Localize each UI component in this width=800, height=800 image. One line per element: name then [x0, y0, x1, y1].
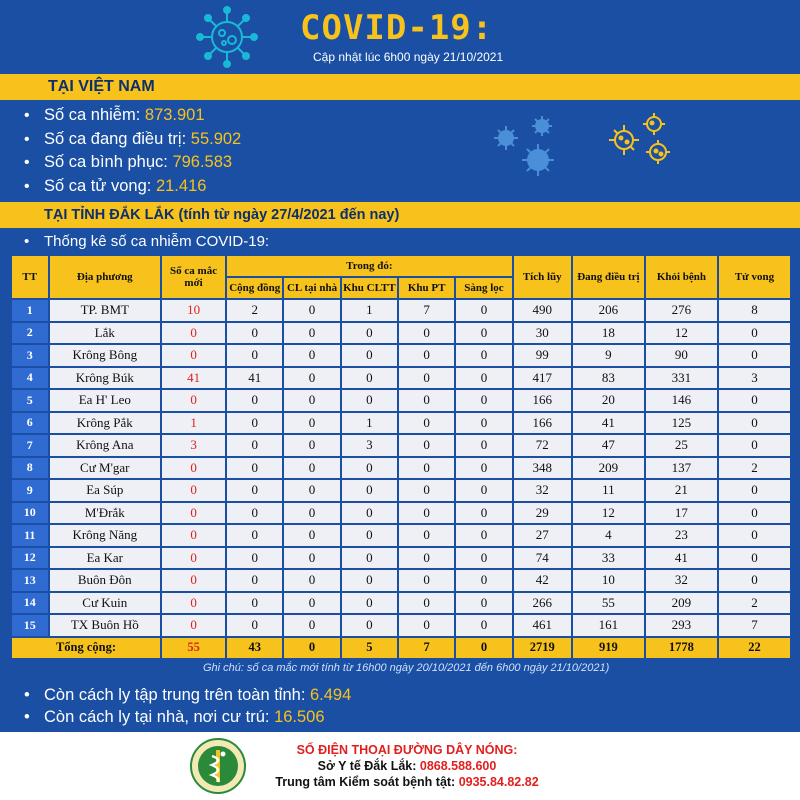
row-value: 0: [227, 390, 282, 411]
row-value: 0: [399, 323, 454, 344]
row-new-cases: 0: [162, 345, 225, 366]
row-value: 0: [719, 413, 790, 434]
row-value: 490: [514, 300, 571, 321]
row-new-cases: 0: [162, 480, 225, 501]
hotline-label: Trung tâm Kiểm soát bệnh tật:: [275, 775, 459, 789]
hotline-phone: 0935.84.82.82: [458, 775, 539, 789]
total-cell: 2719: [514, 638, 571, 659]
row-value: 0: [342, 503, 397, 524]
row-value: 0: [399, 480, 454, 501]
row-value: 17: [646, 503, 717, 524]
isolation-home: [24, 706, 351, 728]
row-place: Krông Bông: [50, 345, 160, 366]
row-value: 0: [719, 570, 790, 591]
row-value: 0: [342, 368, 397, 389]
hotline-line-2: [262, 774, 552, 790]
table-row: [12, 480, 790, 501]
row-value: 125: [646, 413, 717, 434]
row-value: 276: [646, 300, 717, 321]
row-value: 7: [399, 300, 454, 321]
row-value: 21: [646, 480, 717, 501]
row-value: 0: [284, 458, 339, 479]
row-value: 8: [719, 300, 790, 321]
total-cell: 0: [284, 638, 339, 659]
row-value: 0: [227, 525, 282, 546]
table-row: [12, 548, 790, 569]
row-new-cases: 0: [162, 615, 225, 636]
row-value: 12: [646, 323, 717, 344]
row-value: 0: [399, 615, 454, 636]
row-new-cases: 41: [162, 368, 225, 389]
total-cell: 5: [342, 638, 397, 659]
stat-label: Số ca nhiễm:: [44, 106, 145, 124]
isolation-value: 6.494: [310, 686, 352, 704]
row-index: 2: [12, 323, 48, 344]
row-index: 14: [12, 593, 48, 614]
header-place: Địa phương: [50, 256, 160, 298]
row-new-cases: 0: [162, 458, 225, 479]
row-value: 0: [284, 345, 339, 366]
row-value: 0: [719, 480, 790, 501]
table-row: [12, 458, 790, 479]
total-cell: 43: [227, 638, 282, 659]
total-label: Tổng cộng:: [12, 638, 160, 659]
row-index: 13: [12, 570, 48, 591]
row-value: 0: [227, 458, 282, 479]
row-value: 1: [342, 413, 397, 434]
row-value: 0: [284, 548, 339, 569]
row-value: 0: [456, 480, 511, 501]
row-value: 166: [514, 413, 571, 434]
row-value: 0: [719, 323, 790, 344]
row-value: 0: [284, 615, 339, 636]
health-department-logo-icon: [190, 738, 246, 794]
row-value: 42: [514, 570, 571, 591]
row-value: 461: [514, 615, 571, 636]
row-value: 0: [227, 548, 282, 569]
row-value: 0: [227, 570, 282, 591]
row-new-cases: 0: [162, 525, 225, 546]
row-value: 0: [456, 525, 511, 546]
row-value: 206: [573, 300, 644, 321]
row-value: 30: [514, 323, 571, 344]
row-value: 0: [399, 413, 454, 434]
row-place: Krông Pắk: [50, 413, 160, 434]
row-place: Cư Kuin: [50, 593, 160, 614]
row-value: 0: [284, 503, 339, 524]
header-recovered: Khỏi bệnh: [646, 256, 717, 298]
row-value: 1: [342, 300, 397, 321]
header-group: Trong đó:: [227, 256, 512, 276]
row-value: 209: [573, 458, 644, 479]
row-value: 10: [573, 570, 644, 591]
header-home-isolation: CL tại nhà: [284, 278, 339, 298]
row-value: 0: [227, 593, 282, 614]
row-value: 0: [284, 323, 339, 344]
row-value: 41: [646, 548, 717, 569]
header-screening: Sàng lọc: [456, 278, 511, 298]
stat-deaths: [24, 175, 241, 199]
row-index: 9: [12, 480, 48, 501]
row-value: 0: [399, 593, 454, 614]
hotline-phone: 0868.588.600: [419, 759, 497, 773]
header-quarantine: Khu CLTT: [342, 278, 397, 298]
stat-value: 55.902: [190, 129, 242, 148]
update-time: Cập nhật lúc 6h00 ngày 21/10/2021: [313, 50, 504, 64]
row-value: 2: [719, 593, 790, 614]
row-value: 3: [719, 368, 790, 389]
row-value: 0: [284, 480, 339, 501]
row-index: 5: [12, 390, 48, 411]
stat-value: 796.583: [172, 153, 233, 172]
vietnam-heading: TẠI VIỆT NAM: [0, 74, 800, 100]
row-value: 0: [284, 368, 339, 389]
row-value: 0: [719, 435, 790, 456]
row-place: M'Đrắk: [50, 503, 160, 524]
row-value: 0: [342, 593, 397, 614]
row-value: 161: [573, 615, 644, 636]
table-row: [12, 368, 790, 389]
table-row: [12, 525, 790, 546]
row-value: 0: [456, 435, 511, 456]
row-index: 12: [12, 548, 48, 569]
row-place: TX Buôn Hồ: [50, 615, 160, 636]
row-new-cases: 0: [162, 570, 225, 591]
row-value: 74: [514, 548, 571, 569]
header-treating: Đang điều trị: [573, 256, 644, 298]
province-heading: TẠI TỈNH ĐẮK LẮK (tính từ ngày 27/4/2021 đến nay): [0, 202, 800, 228]
row-value: 0: [342, 570, 397, 591]
row-value: 0: [399, 458, 454, 479]
table-row: [12, 413, 790, 434]
row-value: 0: [342, 390, 397, 411]
row-value: 0: [399, 548, 454, 569]
total-cell: 0: [456, 638, 511, 659]
row-value: 0: [399, 525, 454, 546]
row-value: 0: [227, 615, 282, 636]
row-value: 209: [646, 593, 717, 614]
row-value: 137: [646, 458, 717, 479]
row-place: Ea Súp: [50, 480, 160, 501]
row-value: 72: [514, 435, 571, 456]
table-row: [12, 345, 790, 366]
row-value: 166: [514, 390, 571, 411]
row-value: 3: [342, 435, 397, 456]
stat-label: Số ca bình phục:: [44, 153, 173, 172]
row-value: 0: [342, 345, 397, 366]
row-value: 0: [342, 525, 397, 546]
row-value: 0: [399, 435, 454, 456]
isolation-stats: [24, 684, 351, 728]
isolation-label: Còn cách ly tập trung trên toàn tỉnh:: [44, 686, 310, 704]
row-value: 0: [342, 615, 397, 636]
row-value: 0: [227, 503, 282, 524]
row-index: 7: [12, 435, 48, 456]
row-value: 0: [456, 345, 511, 366]
row-new-cases: 0: [162, 503, 225, 524]
row-new-cases: 1: [162, 413, 225, 434]
total-new: 55: [162, 638, 225, 659]
row-value: 0: [456, 548, 511, 569]
table-row: [12, 593, 790, 614]
stat-value: 873.901: [144, 106, 205, 124]
row-value: 41: [573, 413, 644, 434]
row-value: 0: [719, 503, 790, 524]
row-value: 83: [573, 368, 644, 389]
row-index: 10: [12, 503, 48, 524]
province-intro: [24, 233, 269, 250]
table-row: [12, 570, 790, 591]
hotline-title: SỐ ĐIỆN THOẠI ĐƯỜNG DÂY NÓNG:: [296, 743, 518, 757]
isolation-centralized: [24, 684, 351, 706]
row-value: 9: [573, 345, 644, 366]
total-cell: 22: [719, 638, 790, 659]
row-place: Ea H' Leo: [50, 390, 160, 411]
row-place: Krông Năng: [50, 525, 160, 546]
row-value: 41: [227, 368, 282, 389]
cases-table: [10, 254, 792, 660]
row-value: 417: [514, 368, 571, 389]
header-deaths: Tử vong: [719, 256, 790, 298]
table-note: Ghi chú: số ca mắc mới tính từ 16h00 ngày 20/10/2021 đến 6h00 ngày 21/10/2021): [203, 662, 610, 674]
hotline-footer: [0, 732, 800, 800]
row-value: 146: [646, 390, 717, 411]
row-value: 0: [719, 548, 790, 569]
row-place: TP. BMT: [50, 300, 160, 321]
row-value: 27: [514, 525, 571, 546]
row-value: 23: [646, 525, 717, 546]
row-value: 0: [456, 323, 511, 344]
row-value: 29: [514, 503, 571, 524]
hotline-label: Sở Y tế Đắk Lắk:: [317, 759, 420, 773]
row-value: 7: [719, 615, 790, 636]
row-value: 0: [399, 570, 454, 591]
row-value: 55: [573, 593, 644, 614]
row-value: 0: [719, 525, 790, 546]
row-index: 15: [12, 615, 48, 636]
virus-cluster-icon: [492, 112, 567, 184]
row-value: 0: [399, 345, 454, 366]
table-row: [12, 390, 790, 411]
row-place: Krông Búk: [50, 368, 160, 389]
row-value: 0: [284, 435, 339, 456]
row-place: Ea Kar: [50, 548, 160, 569]
hotline-block: [262, 742, 552, 790]
row-value: 99: [514, 345, 571, 366]
row-value: 0: [284, 525, 339, 546]
total-row: [12, 638, 790, 659]
row-value: 25: [646, 435, 717, 456]
row-value: 0: [456, 503, 511, 524]
row-value: 2: [227, 300, 282, 321]
row-new-cases: 0: [162, 593, 225, 614]
row-value: 0: [456, 593, 511, 614]
row-value: 0: [456, 570, 511, 591]
virus-cluster-icon: [604, 110, 676, 170]
row-value: 4: [573, 525, 644, 546]
row-value: 0: [456, 413, 511, 434]
stat-infected: [24, 104, 241, 128]
row-value: 0: [227, 435, 282, 456]
row-value: 0: [342, 480, 397, 501]
row-new-cases: 0: [162, 390, 225, 411]
row-index: 6: [12, 413, 48, 434]
row-value: 32: [514, 480, 571, 501]
header-new: Số ca mắc mới: [162, 256, 225, 298]
header-community: Cộng đồng: [227, 278, 282, 298]
row-value: 18: [573, 323, 644, 344]
row-place: Buôn Đôn: [50, 570, 160, 591]
row-index: 1: [12, 300, 48, 321]
row-value: 20: [573, 390, 644, 411]
row-value: 0: [399, 368, 454, 389]
row-value: 0: [284, 300, 339, 321]
table-row: [12, 615, 790, 636]
vietnam-stats: [24, 104, 241, 198]
row-value: 2: [719, 458, 790, 479]
table-row: [12, 323, 790, 344]
stat-recovered: [24, 151, 241, 175]
page-title: COVID-19:: [300, 8, 494, 48]
isolation-value: 16.506: [274, 708, 325, 726]
header: [0, 0, 800, 72]
row-value: 0: [456, 615, 511, 636]
row-new-cases: 3: [162, 435, 225, 456]
row-value: 0: [456, 390, 511, 411]
row-value: 0: [284, 390, 339, 411]
stat-value: 21.416: [155, 176, 207, 195]
row-value: 0: [342, 548, 397, 569]
row-value: 331: [646, 368, 717, 389]
row-new-cases: 0: [162, 323, 225, 344]
row-place: Krông Ana: [50, 435, 160, 456]
header-blockade: Khu PT: [399, 278, 454, 298]
table-row: [12, 435, 790, 456]
header-tt: TT: [12, 256, 48, 298]
row-value: 0: [719, 345, 790, 366]
row-value: 90: [646, 345, 717, 366]
row-value: 12: [573, 503, 644, 524]
header-cumulative: Tích lũy: [514, 256, 571, 298]
stat-label: Số ca đang điều trị:: [44, 129, 191, 148]
row-value: 33: [573, 548, 644, 569]
row-new-cases: 0: [162, 548, 225, 569]
row-value: 0: [456, 300, 511, 321]
row-value: 0: [399, 390, 454, 411]
hotline-line-1: [262, 758, 552, 774]
table-row: [12, 300, 790, 321]
row-value: 0: [227, 345, 282, 366]
row-value: 0: [284, 413, 339, 434]
row-value: 266: [514, 593, 571, 614]
table-row: [12, 503, 790, 524]
row-value: 0: [342, 323, 397, 344]
row-value: 11: [573, 480, 644, 501]
row-value: 0: [342, 458, 397, 479]
row-index: 11: [12, 525, 48, 546]
row-place: Lắk: [50, 323, 160, 344]
province-intro-text: Thống kê số ca nhiễm COVID-19:: [44, 233, 270, 250]
row-value: 0: [284, 570, 339, 591]
row-index: 3: [12, 345, 48, 366]
total-cell: 919: [573, 638, 644, 659]
row-value: 32: [646, 570, 717, 591]
row-place: Cư M'gar: [50, 458, 160, 479]
row-value: 47: [573, 435, 644, 456]
isolation-label: Còn cách ly tại nhà, nơi cư trú:: [44, 708, 275, 726]
row-value: 293: [646, 615, 717, 636]
total-cell: 1778: [646, 638, 717, 659]
row-value: 0: [227, 323, 282, 344]
stat-treating: [24, 128, 241, 152]
row-index: 8: [12, 458, 48, 479]
stat-label: Số ca tử vong:: [44, 176, 156, 195]
row-value: 0: [227, 480, 282, 501]
row-value: 0: [284, 593, 339, 614]
row-value: 0: [456, 368, 511, 389]
row-value: 0: [399, 503, 454, 524]
row-new-cases: 10: [162, 300, 225, 321]
row-value: 0: [719, 390, 790, 411]
row-value: 0: [456, 458, 511, 479]
row-index: 4: [12, 368, 48, 389]
row-value: 0: [227, 413, 282, 434]
row-value: 348: [514, 458, 571, 479]
virus-icon: [196, 6, 258, 68]
total-cell: 7: [399, 638, 454, 659]
